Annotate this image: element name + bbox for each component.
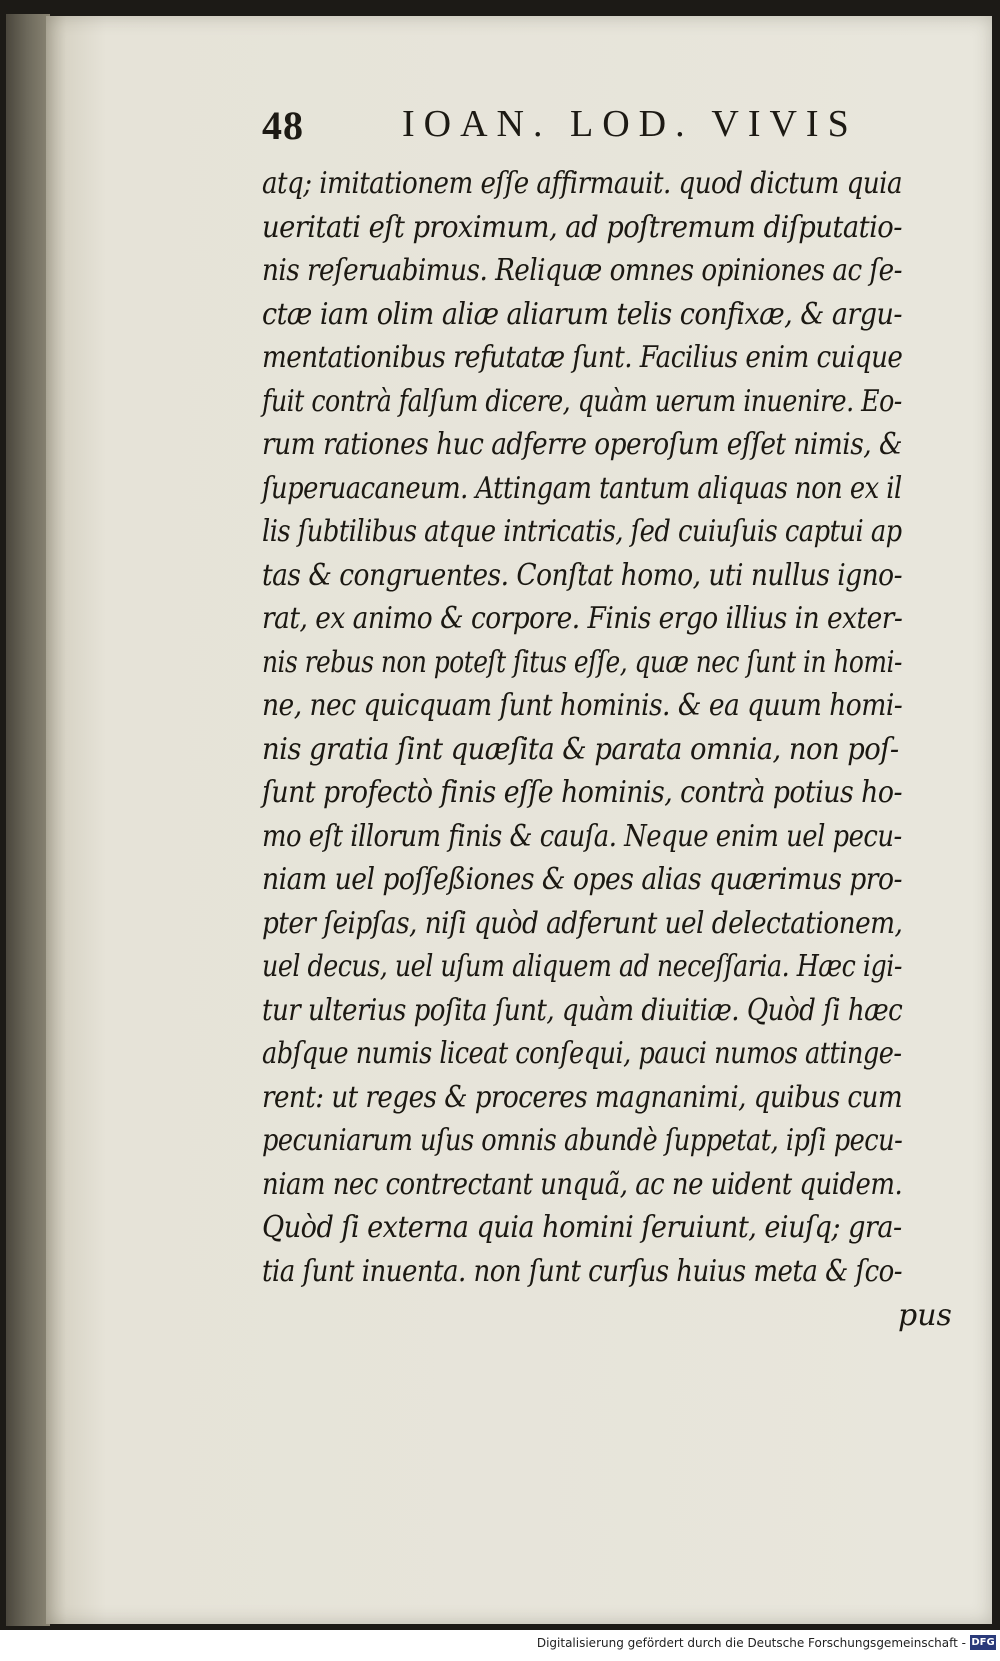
text-line: abſque numis liceat conſequi, pauci numos attinge-: [262, 1036, 902, 1071]
text-line: tur ulterius poſita ſunt, quàm diuitiæ. Quòd ſi hæc: [262, 992, 903, 1028]
text-line: rum rationes huc adferre operoſum eſſet nimis, &: [262, 427, 902, 462]
catchword: pus: [898, 1298, 952, 1333]
text-line: tas & congruentes. Conſtat homo, uti nullus igno-: [262, 557, 903, 593]
text-line: rat, ex animo & corpore. Finis ergo illius in exter-: [262, 601, 903, 636]
text-line: ſunt profectò finis eſſe hominis, contrà potius ho-: [262, 775, 902, 810]
text-line: niam nec contrectant unquã, ac ne uident quidem.: [262, 1166, 903, 1202]
digitization-credit: Digitalisierung gefördert durch die Deutsche Forschungsgemeinschaft -: [536, 1636, 966, 1650]
text-line: ueritati eſt proximum, ad poſtremum diſputatio-: [262, 209, 902, 245]
text-line: niam uel poſſeßiones & opes alias quærimus pro-: [262, 862, 902, 897]
page-number: 48: [262, 103, 304, 148]
text-line: rent: ut reges & proceres magnanimi, quibus cum: [262, 1079, 903, 1115]
footer-bar: [0, 1630, 1000, 1661]
book-fore-edge: [6, 14, 50, 1626]
text-line: mentationibus refutatæ ſunt. Facilius enim cuique: [262, 340, 903, 375]
page-header: [262, 102, 882, 158]
text-line: fuit contrà falſum dicere, quàm uerum inuenire. Eo-: [262, 383, 902, 419]
text-line: ſuperuacaneum. Attingam tantum aliquas non ex il: [262, 470, 902, 506]
text-line: uel decus, uel uſum aliquem ad neceſſaria. Hæc igi-: [262, 949, 902, 984]
running-head: IOAN. LOD. VIVIS: [402, 103, 858, 145]
text-line: mo eſt illorum finis & cauſa. Neque enim uel pecu-: [262, 818, 902, 854]
body-text: [262, 162, 962, 1293]
text-line: nis gratia ſint quæſita & parata omnia, non poſ-: [262, 731, 899, 767]
text-line: tia ſunt inuenta. non ſunt curſus huius meta & ſco-: [262, 1253, 903, 1289]
text-line: ne, nec quicquam ſunt hominis. & ea quum homi-: [262, 688, 903, 723]
text-line: nis reſeruabimus. Reliquæ omnes opiniones ac ſe-: [262, 253, 902, 288]
text-line: pecuniarum uſus omnis abundè ſuppetat, ipſi pecu-: [262, 1123, 903, 1158]
text-line: lis ſubtilibus atque intricatis, ſed cuiuſuis captui ap: [262, 514, 902, 549]
text-line: nis rebus non poteſt ſitus eſſe, quæ nec ſunt in homi-: [262, 644, 902, 680]
text-line: Quòd ſi externa quia homini ſeruiunt, eiuſq; gra-: [262, 1210, 902, 1245]
text-line: pter ſeipſas, niſi quòd adferunt uel delectationem,: [262, 905, 903, 941]
text-line: atq; imitationem eſſe affirmauit. quod dictum quia: [262, 166, 903, 201]
dfg-logo: DFG: [971, 1637, 995, 1648]
text-line: ctæ iam olim aliæ aliarum telis confixæ, & argu-: [262, 296, 903, 332]
